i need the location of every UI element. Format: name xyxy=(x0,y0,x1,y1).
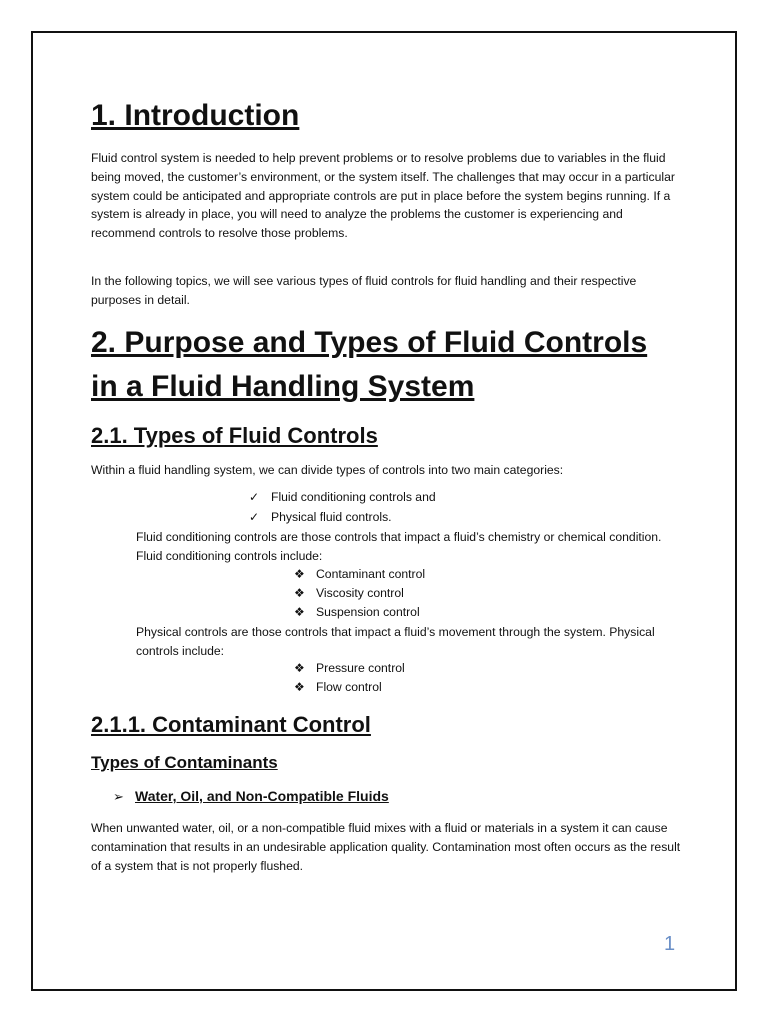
list-item xyxy=(294,603,420,622)
conditioning-item-label: Contaminant control xyxy=(316,567,426,581)
list-item xyxy=(113,786,389,806)
checkmark-icon: ✓ xyxy=(249,510,260,524)
section-heading-introduction: 1. Introduction xyxy=(91,99,300,132)
list-item xyxy=(294,565,425,584)
subsection-heading-contaminant: 2.1.1. Contaminant Control xyxy=(91,712,371,737)
checkmark-icon: ✓ xyxy=(249,490,260,504)
contaminant-type-heading: Water, Oil, and Non-Compatible Fluids xyxy=(135,788,389,804)
list-item xyxy=(249,508,392,527)
list-item xyxy=(294,659,405,678)
category-label: Physical fluid controls. xyxy=(271,510,392,524)
diamond-bullet-icon: ❖ xyxy=(294,567,305,581)
diamond-bullet-icon: ❖ xyxy=(294,680,305,694)
section-heading-purpose-line2: in a Fluid Handling System xyxy=(91,370,475,403)
physical-description: Physical controls are those controls that impact a fluid’s movement through the system. Physical controls include: xyxy=(136,625,655,658)
arrow-bullet-icon: ➢ xyxy=(113,788,124,804)
physical-item-label: Pressure control xyxy=(316,661,405,675)
subsection-heading-types: 2.1. Types of Fluid Controls xyxy=(91,423,378,448)
types-intro-text: Within a fluid handling system, we can divide types of controls into two main categories: xyxy=(91,463,564,477)
conditioning-description: Fluid conditioning controls are those controls that impact a fluid’s chemistry or chemical condition. Fluid conditioning controls include: xyxy=(136,530,662,563)
intro-paragraph-1: Fluid control system is needed to help prevent problems or to resolve problems due to variables in the fluid being moved, the customer’s environment, or the system itself. The challenges that may occur in a particular system could be anticipated and appropriate controls are put in place before the system begins running. If a system is already in place, you will need to analyze the problems the customer is experiencing and recommend controls to resolve those problems. xyxy=(91,151,675,241)
diamond-bullet-icon: ❖ xyxy=(294,586,305,600)
intro-paragraph-2: In the following topics, we will see various types of fluid controls for fluid handling and their respective purposes in detail. xyxy=(91,274,637,307)
page-number: 1 xyxy=(664,933,676,955)
physical-item-label: Flow control xyxy=(316,680,382,694)
list-item xyxy=(249,488,436,507)
diamond-bullet-icon: ❖ xyxy=(294,605,305,619)
contaminant-paragraph: When unwanted water, oil, or a non-compatible fluid mixes with a fluid or materials in a system it can cause contamination that results in an undesirable application quality. Contamination most often occurs as the result of a system that is not properly flushed. xyxy=(91,821,681,873)
list-item xyxy=(294,584,404,603)
conditioning-item-label: Viscosity control xyxy=(316,586,404,600)
category-label: Fluid conditioning controls and xyxy=(271,490,436,504)
types-of-contaminants-heading: Types of Contaminants xyxy=(91,753,278,772)
conditioning-item-label: Suspension control xyxy=(316,605,420,619)
diamond-bullet-icon: ❖ xyxy=(294,661,305,675)
section-heading-purpose-line1: 2. Purpose and Types of Fluid Controls xyxy=(91,326,648,359)
list-item xyxy=(294,678,382,697)
